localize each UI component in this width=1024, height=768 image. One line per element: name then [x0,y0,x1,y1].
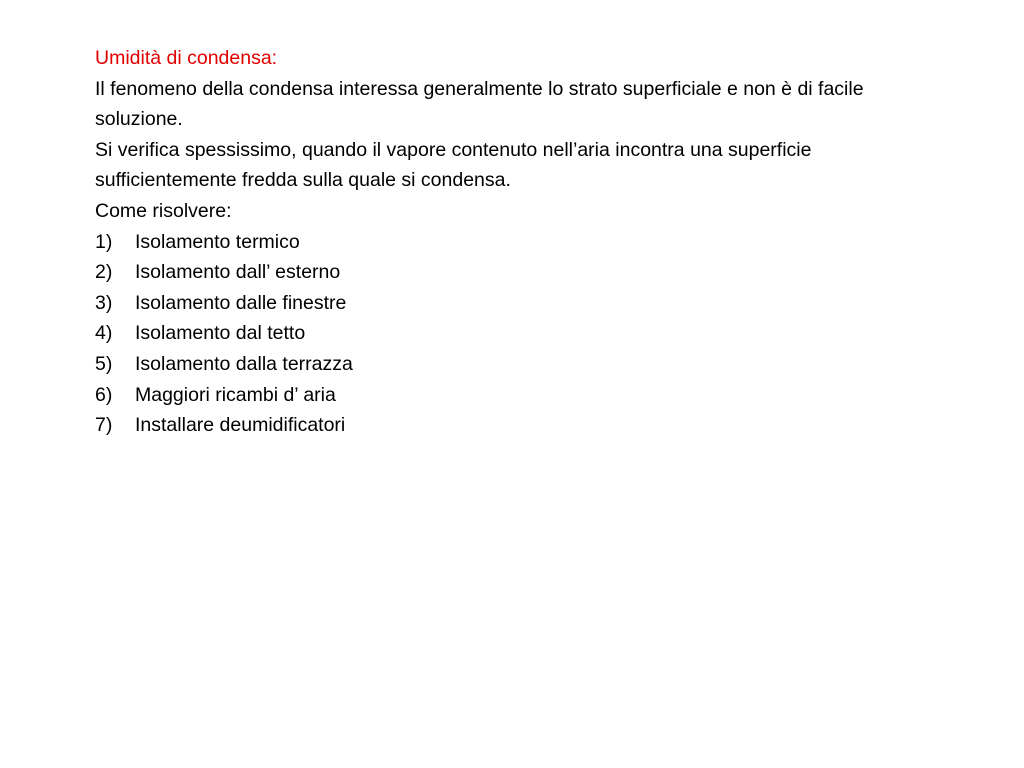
list-item [95,349,895,380]
list-item-number: 7) [95,414,113,437]
list-item [95,318,895,349]
solution-list [95,227,895,441]
slide-heading: Umidità di condensa: [95,47,278,69]
list-item-number: 2) [95,261,113,284]
list-item-text: Maggiori ricambi d’ aria [135,383,336,406]
list-item-number: 6) [95,383,113,406]
list-item-text: Isolamento dalla terrazza [135,352,353,375]
list-item-number: 5) [95,352,113,375]
list-item-number: 3) [95,291,113,314]
paragraph-condensation-cause: Si verifica spessissimo, quando il vapore contenuto nell’aria incontra una superficie sufficientemente fredda sulla quale si condensa. [95,138,812,192]
list-item [95,257,895,288]
list-item-number: 4) [95,322,113,345]
list-item-text: Installare deumidificatori [135,414,346,437]
list-item-text: Isolamento termico [135,230,300,253]
list-item [95,288,895,319]
list-item [95,410,895,441]
list-item [95,380,895,411]
list-intro: Come risolvere: [95,199,232,222]
list-item [95,227,895,258]
list-item-text: Isolamento dalle finestre [135,291,347,314]
paragraph-condensation-description: Il fenomeno della condensa interessa generalmente lo strato superficiale e non è di facile soluzione. [95,77,864,131]
list-item-text: Isolamento dal tetto [135,322,306,345]
slide-body [95,43,895,441]
list-item-number: 1) [95,230,113,253]
list-item-text: Isolamento dall’ esterno [135,261,341,284]
